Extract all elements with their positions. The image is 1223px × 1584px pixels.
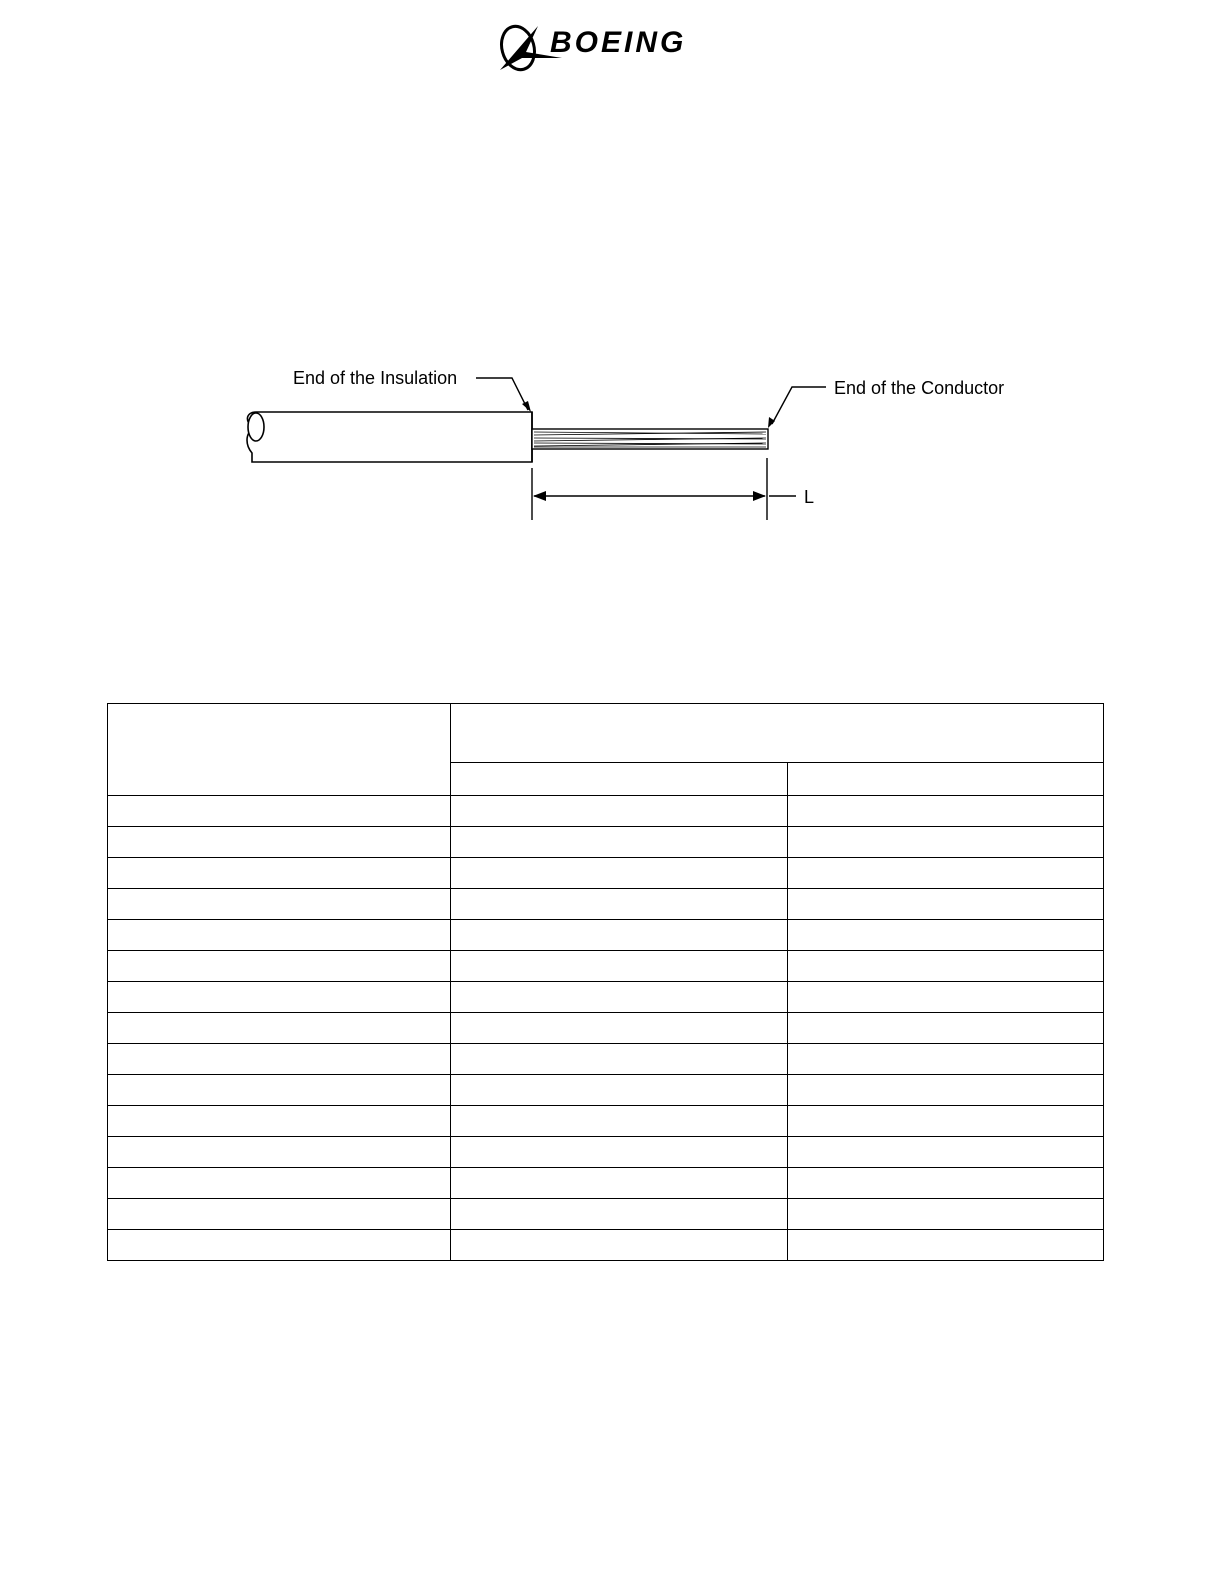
dimension-arrow-right-icon: [753, 491, 766, 501]
conductor-label: End of the Conductor: [834, 378, 1005, 398]
insulation-label: End of the Insulation: [293, 368, 458, 388]
insulation-leader: [476, 378, 528, 410]
header-sub-a: [451, 763, 788, 796]
boeing-symbol-icon: [497, 23, 539, 74]
table-cell: [788, 889, 1104, 920]
table-cell: [788, 1199, 1104, 1230]
table-cell: [108, 1230, 451, 1261]
table-cell: [108, 920, 451, 951]
table-cell: [788, 951, 1104, 982]
table-cell: [451, 1044, 788, 1075]
table-cell: [108, 1013, 451, 1044]
cable-break-end: [248, 413, 264, 441]
table-row: [108, 982, 1104, 1013]
table-cell: [788, 1044, 1104, 1075]
table-cell: [108, 827, 451, 858]
table-row: [108, 796, 1104, 827]
table-cell: [108, 889, 451, 920]
table-cell: [788, 827, 1104, 858]
logo-wordmark: BOEING: [550, 26, 687, 59]
table-row: [108, 1013, 1104, 1044]
table-cell: [451, 889, 788, 920]
table-cell: [451, 1168, 788, 1199]
table-cell: [108, 1106, 451, 1137]
table-cell: [788, 1230, 1104, 1261]
table-row: [108, 889, 1104, 920]
table-cell: [108, 982, 451, 1013]
table-cell: [788, 920, 1104, 951]
table-row: [108, 1106, 1104, 1137]
table-cell: [108, 1044, 451, 1075]
table-row: [108, 1137, 1104, 1168]
header-group: [451, 704, 1104, 763]
table-cell: [451, 920, 788, 951]
table-body: [108, 796, 1104, 1261]
table-cell: [108, 1168, 451, 1199]
table-row: [108, 1230, 1104, 1261]
table-cell: [451, 796, 788, 827]
table-row: [108, 1044, 1104, 1075]
wire-strip-figure: [230, 360, 1030, 530]
table-row: [108, 1168, 1104, 1199]
table-cell: [108, 1075, 451, 1106]
cable-insulation: [247, 412, 532, 462]
table-cell: [108, 1137, 451, 1168]
conductor-strands: [532, 429, 768, 449]
table-header-row: [108, 704, 1104, 763]
table-cell: [788, 1075, 1104, 1106]
table-row: [108, 951, 1104, 982]
table-row: [108, 858, 1104, 889]
table-cell: [451, 1230, 788, 1261]
dimension-label: L: [804, 487, 815, 507]
table-cell: [108, 1199, 451, 1230]
header-sub-b: [788, 763, 1104, 796]
table-cell: [788, 1137, 1104, 1168]
table-cell: [451, 858, 788, 889]
dimension-line: [532, 458, 796, 520]
conductor-leader: [772, 387, 826, 424]
table-cell: [451, 1013, 788, 1044]
table-cell: [788, 858, 1104, 889]
table-cell: [788, 1106, 1104, 1137]
table-row: [108, 827, 1104, 858]
table-cell: [788, 1168, 1104, 1199]
table-row: [108, 1075, 1104, 1106]
table-cell: [451, 1199, 788, 1230]
insulation-arrow-icon: [522, 401, 531, 412]
strip-length-table: [107, 703, 1104, 1261]
table-cell: [451, 1137, 788, 1168]
conductor-arrow-icon: [768, 417, 775, 428]
table-cell: [451, 827, 788, 858]
header-first-column: [108, 704, 451, 796]
table-cell: [108, 951, 451, 982]
table-cell: [788, 1013, 1104, 1044]
table-row: [108, 920, 1104, 951]
boeing-logo: [492, 20, 732, 80]
table-cell: [788, 796, 1104, 827]
table-cell: [451, 982, 788, 1013]
table-cell: [788, 982, 1104, 1013]
dimension-arrow-left-icon: [533, 491, 546, 501]
table-cell: [451, 1106, 788, 1137]
table-cell: [108, 858, 451, 889]
table-cell: [108, 796, 451, 827]
table-cell: [451, 1075, 788, 1106]
table-row: [108, 1199, 1104, 1230]
table-cell: [451, 951, 788, 982]
